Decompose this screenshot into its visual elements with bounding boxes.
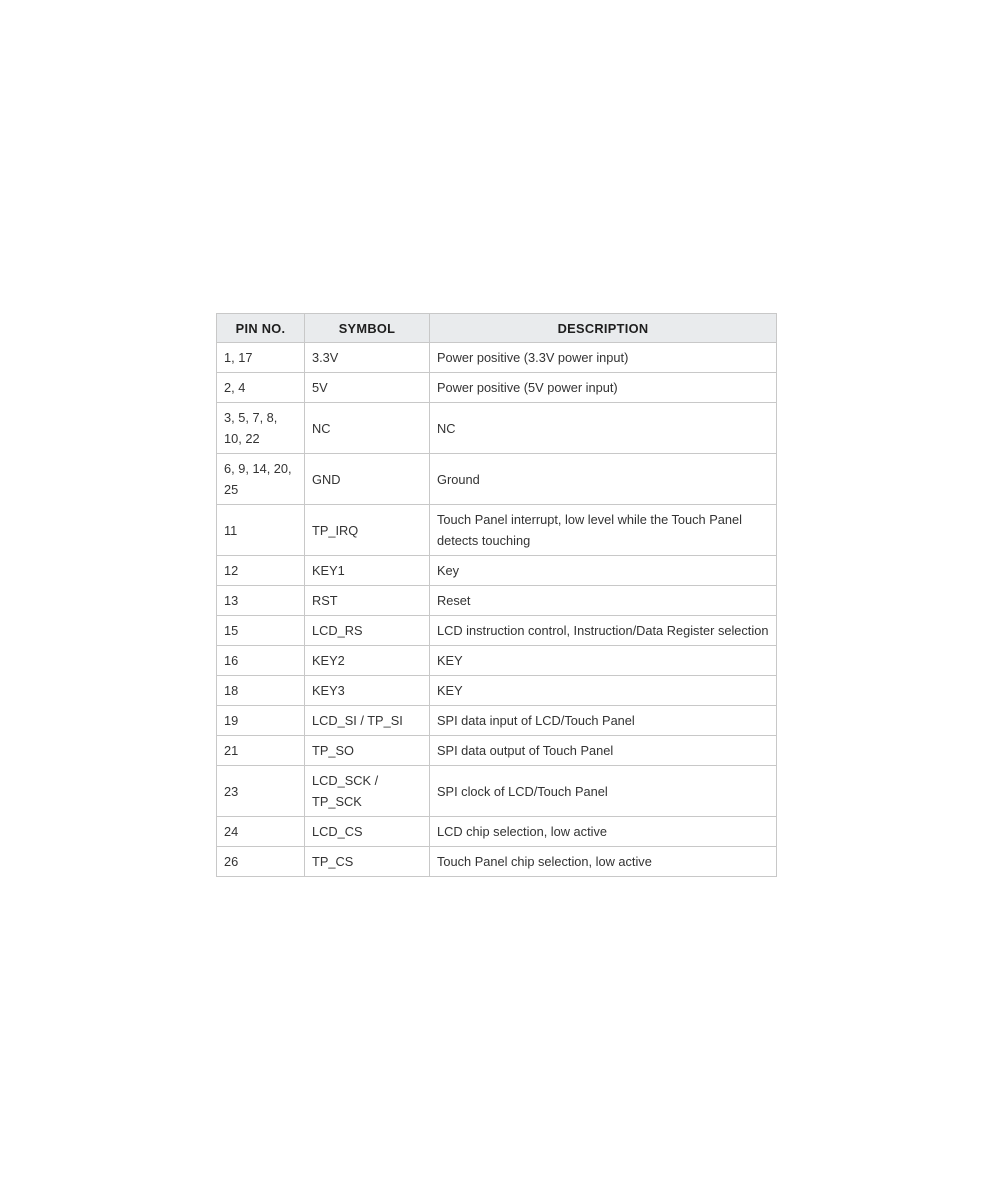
- cell-desc: NC: [430, 403, 777, 454]
- cell-desc: SPI data input of LCD/Touch Panel: [430, 706, 777, 736]
- table-row: [217, 766, 777, 817]
- cell-pin: 26: [217, 847, 305, 877]
- table-row: [217, 586, 777, 616]
- column-header-symbol: SYMBOL: [305, 314, 430, 343]
- cell-pin: 19: [217, 706, 305, 736]
- cell-symbol: 3.3V: [305, 343, 430, 373]
- cell-desc: LCD instruction control, Instruction/Data Register selection: [430, 616, 777, 646]
- cell-symbol: NC: [305, 403, 430, 454]
- table-row: [217, 646, 777, 676]
- cell-desc: KEY: [430, 646, 777, 676]
- table-row: [217, 505, 777, 556]
- table-row: [217, 847, 777, 877]
- cell-pin: 1, 17: [217, 343, 305, 373]
- cell-pin: 23: [217, 766, 305, 817]
- table-row: [217, 736, 777, 766]
- cell-desc: Key: [430, 556, 777, 586]
- cell-symbol: LCD_CS: [305, 817, 430, 847]
- pin-assignment-table-container: [216, 313, 776, 877]
- table-row: [217, 556, 777, 586]
- cell-symbol: LCD_SI / TP_SI: [305, 706, 430, 736]
- cell-pin: 12: [217, 556, 305, 586]
- cell-symbol: KEY1: [305, 556, 430, 586]
- column-header-pin-no: PIN NO.: [217, 314, 305, 343]
- cell-desc: SPI data output of Touch Panel: [430, 736, 777, 766]
- cell-pin: 21: [217, 736, 305, 766]
- table-row: [217, 454, 777, 505]
- cell-pin: 11: [217, 505, 305, 556]
- cell-symbol: TP_SO: [305, 736, 430, 766]
- table-row: [217, 616, 777, 646]
- cell-desc: SPI clock of LCD/Touch Panel: [430, 766, 777, 817]
- cell-pin: 15: [217, 616, 305, 646]
- cell-symbol: 5V: [305, 373, 430, 403]
- column-header-description: DESCRIPTION: [430, 314, 777, 343]
- pin-assignment-table: [216, 313, 777, 877]
- table-row: [217, 676, 777, 706]
- cell-pin: 16: [217, 646, 305, 676]
- cell-desc: KEY: [430, 676, 777, 706]
- cell-pin: 6, 9, 14, 20, 25: [217, 454, 305, 505]
- cell-symbol: LCD_SCK / TP_SCK: [305, 766, 430, 817]
- cell-symbol: GND: [305, 454, 430, 505]
- cell-symbol: KEY3: [305, 676, 430, 706]
- cell-symbol: TP_CS: [305, 847, 430, 877]
- cell-desc: LCD chip selection, low active: [430, 817, 777, 847]
- cell-pin: 18: [217, 676, 305, 706]
- table-row: [217, 373, 777, 403]
- cell-desc: Reset: [430, 586, 777, 616]
- table-row: [217, 403, 777, 454]
- table-body: [217, 343, 777, 877]
- table-header-row: [217, 314, 777, 343]
- cell-symbol: RST: [305, 586, 430, 616]
- cell-pin: 3, 5, 7, 8, 10, 22: [217, 403, 305, 454]
- cell-desc: Power positive (5V power input): [430, 373, 777, 403]
- cell-desc: Ground: [430, 454, 777, 505]
- table-header: [217, 314, 777, 343]
- table-row: [217, 343, 777, 373]
- cell-pin: 13: [217, 586, 305, 616]
- cell-symbol: KEY2: [305, 646, 430, 676]
- cell-pin: 2, 4: [217, 373, 305, 403]
- cell-symbol: TP_IRQ: [305, 505, 430, 556]
- cell-desc: Touch Panel interrupt, low level while the Touch Panel detects touching: [430, 505, 777, 556]
- cell-desc: Touch Panel chip selection, low active: [430, 847, 777, 877]
- table-row: [217, 706, 777, 736]
- cell-desc: Power positive (3.3V power input): [430, 343, 777, 373]
- table-row: [217, 817, 777, 847]
- cell-symbol: LCD_RS: [305, 616, 430, 646]
- cell-pin: 24: [217, 817, 305, 847]
